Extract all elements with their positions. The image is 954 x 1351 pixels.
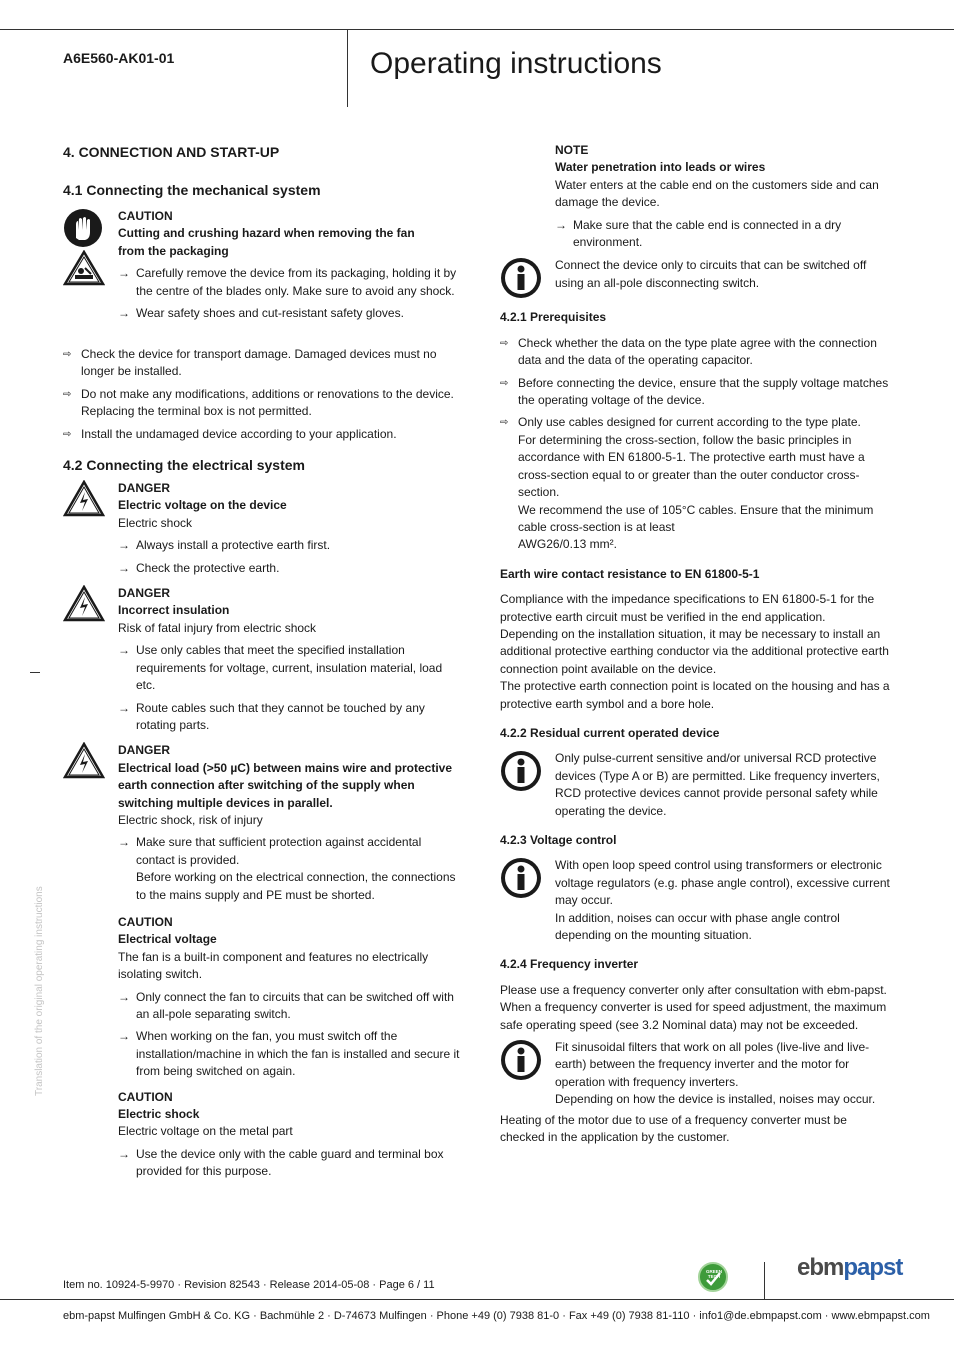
bullet-item: ⇨ Check the device for transport damage. Damaged devices must no longer be installed. [63,347,437,379]
info-icon [500,1039,542,1086]
caution-title: Electric shock [118,1107,200,1122]
footer-rule [0,1299,954,1300]
right-column [500,142,890,1147]
info-block [500,257,890,297]
arrow-icon: → [118,266,130,281]
danger-title: Electrical load (>50 µC) between mains wire and protective earth connection after switching of the supply when switching multiple devices in parallel. [118,760,453,810]
paragraph: Heating of the motor due to use of a frequency converter must be checked in the application by the customer. [500,1112,847,1145]
bullet-arrow-icon: ⇨ [63,388,72,400]
note-title: Water penetration into leads or wires [555,160,766,175]
footer-company-info: ebm-papst Mulfingen GmbH & Co. KG · Bachmühle 2 · D-74673 Mulfingen · Phone +49 (0) 7938 81-0 · Fax +49 (0) 7938 81-110 · info1@de.ebmpapst.com · www.ebmpapst.com [63,1310,930,1322]
subsection-heading: 4.1 Connecting the mechanical system [63,182,321,198]
action-item: → Check the protective earth. [118,560,463,577]
info-text: Only pulse-current sensitive and/or universal RCD protective devices (Type A or B) are permitted. Like frequency inverters, RCD protective devices cannot provide personal safety while operating the device. [555,751,880,818]
danger-block [63,480,463,577]
danger-block [63,585,463,734]
section-heading: 4. CONNECTION AND START-UP [63,144,280,160]
bullet-arrow-icon: ⇨ [63,428,72,440]
action-item: → Only connect the fan to circuits that can be switched off with an all-pole separating switch. [118,989,454,1021]
high-voltage-warning-icon [63,480,105,523]
action-item: → Make sure that the cable end is connected in a dry environment. [555,217,842,250]
sidebar-translation-note: Translation of the original operating instructions [34,886,45,1096]
danger-title: Incorrect insulation [118,603,230,618]
action-item: → When working on the fan, you must switch off the installation/machine in which the fan is installed and secure it from being switched on again. [118,1029,460,1079]
note-description: Water enters at the cable end on the customers side and can damage the device. [555,177,879,210]
arrow-icon: → [555,217,567,232]
arrow-icon: → [118,643,130,658]
subsection-heading: 4.2.3 Voltage control [500,833,617,847]
paragraph: Depending on the installation situation, it may be necessary to install an additional protective earthing conductor via the additional protective earth connection point available on the device. [500,626,889,676]
action-item: → Carefully remove the device from its packaging, holding it by the centre of the blades only. Make sure to avoid any shock. [118,266,457,298]
action-item: → Route cables such that they cannot be touched by any rotating parts. [118,700,425,732]
info-block [500,1039,890,1109]
info-icon [500,857,542,904]
info-text: In addition, noises can occur with phase angle control depending on the mounting situation. [555,910,840,943]
caution-title: Electrical voltage [118,932,217,947]
danger-label: DANGER [118,586,171,601]
caution-label: CAUTION [118,209,173,223]
caution-description: Electric voltage on the metal part [118,1124,293,1139]
bullet-item: ⇨ Do not make any modifications, additions or renovations to the device. Replacing the terminal box is not permitted. [63,386,454,419]
high-voltage-warning-icon [63,742,105,785]
action-item: → Wear safety shoes and cut-resistant safety gloves. [118,305,463,322]
arrow-icon: → [118,700,130,715]
caution-description: The fan is a built-in component and features no electrically isolating switch. [118,949,429,982]
caution-block [63,914,463,1081]
info-block [500,857,890,944]
bullet-item: ⇨ Install the undamaged device according to your application. [63,426,463,443]
top-rule [0,29,954,30]
info-icon [500,750,542,797]
model-number: A6E560-AK01-01 [63,50,175,66]
info-block [500,750,890,820]
arrow-icon: → [118,306,130,321]
arrow-icon: → [118,560,130,575]
high-voltage-warning-icon [63,585,105,628]
hand-crush-warning-icon [63,250,105,291]
green-tech-badge: GREEN TECH [698,1262,728,1292]
info-icon [500,257,542,304]
subsection-heading: 4.2.4 Frequency inverter [500,957,639,972]
caution-block [63,1089,463,1181]
arrow-icon: → [118,538,130,553]
subsection-heading: Earth wire contact resistance to EN 61800-5-1 [500,566,760,581]
caution-label: CAUTION [118,1089,173,1104]
bullet-arrow-icon: ⇨ [63,349,72,360]
danger-label: DANGER [118,481,171,496]
left-column [63,143,463,1189]
subsection-heading: 4.2 Connecting the electrical system [63,457,305,474]
subsection-heading: 4.2.1 Prerequisites [500,310,607,325]
footer-divider [764,1262,765,1299]
bullet-arrow-icon: ⇨ [500,337,509,349]
arrow-icon: → [118,1146,130,1161]
bullet-item: ⇨ Check whether the data on the type plate agree with the connection data and the data of the operating capacitor. [500,335,877,368]
danger-title: Electric voltage on the device [118,498,287,513]
info-text: Connect the device only to circuits that can be switched off using an all-pole disconnecting switch. [555,258,867,290]
action-item: → Make sure that sufficient protection against accidental contact is provided. Before working on the electrical connection, the connections to the mains supply and PE must be shorted. [118,835,456,902]
caution-title-cont: from the packaging [118,243,229,258]
arrow-icon: → [118,1029,130,1044]
action-item: → Use the device only with the cable guard and terminal box provided for this purpose. [118,1146,444,1179]
action-item: → Use only cables that meet the specified installation requirements for voltage, current, insulation material, load etc. [118,643,443,693]
bullet-item: ⇨ Only use cables designed for current according to the type plate. For determining the cross-section, follow the basic principles in accordance with EN 61800-5-1. The protective earth must have a cross-section equal to or greater than the outer conductor cross-section. We recommend the use of 105°C cables. Ensure that the minimum cable cross-section is at least AWG26/0.13 mm². [500,415,874,552]
info-text: With open loop speed control using transformers or electronic voltage regulators (e.g. phase angle control), excessive current may occur. [555,858,890,908]
fold-mark [30,672,40,673]
ebmpapst-logo: ebmpapst [797,1254,903,1281]
bullet-item: ⇨ Before connecting the device, ensure that the supply voltage matches the operating voltage of the device. [500,375,889,408]
document-title: Operating instructions [370,47,662,80]
bullet-arrow-icon: ⇨ [500,417,509,429]
caution-block [63,208,463,338]
caution-label: CAUTION [118,914,173,929]
info-text: Depending on how the device is installed, noises may occur. [555,1092,876,1107]
arrow-icon: → [118,989,130,1004]
danger-description: Electric shock, risk of injury [118,812,263,827]
note-block [500,142,890,251]
subsection-heading: 4.2.2 Residual current operated device [500,725,720,740]
header-divider [347,29,348,107]
bullet-arrow-icon: ⇨ [500,377,509,389]
footer-item-info: Item no. 10924-5-9970 · Revision 82543 · Release 2014-05-08 · Page 6 / 11 [63,1279,435,1291]
paragraph: Compliance with the impedance specifications to EN 61800-5-1 for the protective earth circuit must be verified in the end application. [500,592,875,624]
note-label: NOTE [555,143,589,157]
info-text: Fit sinusoidal filters that work on all poles (live-live and live-earth) between the frequency inverter and the motor for operation with frequency inverters. [555,1040,870,1089]
danger-description: Electric shock [118,515,193,530]
danger-description: Risk of fatal injury from electric shock [118,620,317,635]
danger-label: DANGER [118,743,171,758]
caution-title: Cutting and crushing hazard when removing the fan [118,226,415,241]
danger-block [63,742,463,904]
paragraph: The protective earth connection point is located on the housing and has a protective earth symbol and a bore hole. [500,679,890,711]
gloves-icon [63,208,103,253]
action-item: → Always install a protective earth first. [118,537,463,554]
arrow-icon: → [118,835,130,850]
paragraph: Please use a frequency converter only after consultation with ebm-papst. When a frequency converter is used for speed adjustment, the maximum safe operating speed (see 3.2 Nominal data) may not be exceeded. [500,982,887,1032]
